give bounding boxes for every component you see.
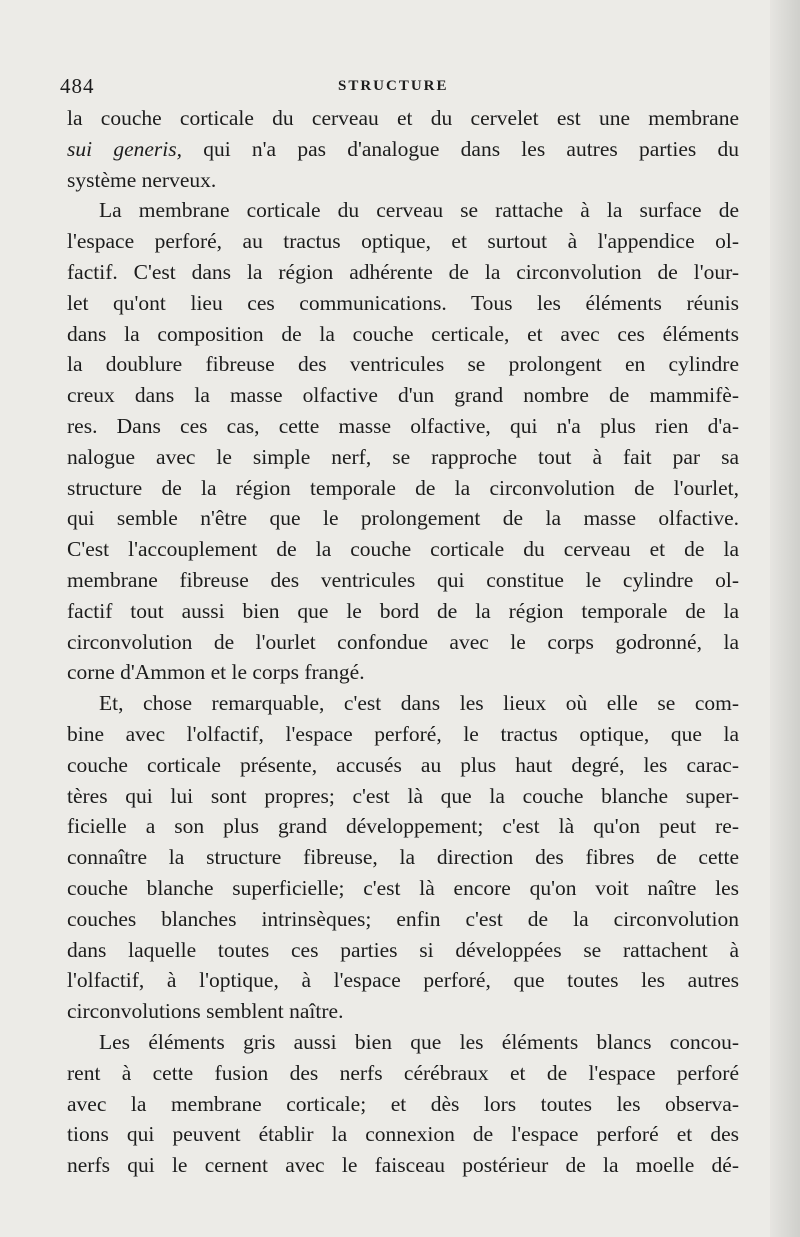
- text-line: factif tout aussi bien que le bord de la région temporale de la: [67, 598, 739, 623]
- text-line: tères qui lui sont propres; c'est là que la couche blanche super-: [67, 783, 739, 808]
- text-line: la doublure fibreuse des ventricules se prolongent en cylindre: [67, 352, 739, 377]
- text-line: bine avec l'olfactif, l'espace perforé, le tractus optique, que la: [67, 721, 739, 746]
- text-line: circonvolutions semblent naître.: [67, 999, 344, 1024]
- text-line: membrane fibreuse des ventricules qui constitue le cylindre ol-: [67, 567, 739, 592]
- page-header: [60, 74, 740, 104]
- text-line: système nerveux.: [67, 167, 217, 192]
- text-line: corne d'Ammon et le corps frangé.: [67, 660, 365, 685]
- text-line: couche corticale présente, accusés au plus haut degré, les carac-: [67, 752, 739, 777]
- text-line: let qu'ont lieu ces communications. Tous les éléments réunis: [67, 290, 739, 315]
- text-line: l'espace perforé, au tractus optique, et surtout à l'appendice ol-: [67, 229, 739, 254]
- text-line: structure de la région temporale de la circonvolution de l'ourlet,: [67, 475, 739, 500]
- running-head: STRUCTURE: [338, 78, 449, 94]
- text-line: rent à cette fusion des nerfs cérébraux et de l'espace perforé: [67, 1060, 739, 1085]
- text-line: couches blanches intrinsèques; enfin c'est de la circonvolution: [67, 906, 739, 931]
- text-line: l'olfactif, à l'optique, à l'espace perforé, que toutes les autres: [67, 968, 739, 993]
- text-line: C'est l'accouplement de la couche corticale du cerveau et de la: [67, 537, 739, 562]
- text-line: [67, 134, 739, 165]
- text-line: nerfs qui le cernent avec le faisceau postérieur de la moelle dé-: [67, 1153, 739, 1178]
- text-line: avec la membrane corticale; et dès lors toutes les observa-: [67, 1091, 739, 1116]
- text-line: res. Dans ces cas, cette masse olfactive, qui n'a plus rien d'a-: [67, 413, 739, 438]
- text-line: creux dans la masse olfactive d'un grand nombre de mammifè-: [67, 383, 739, 408]
- body-text: [67, 103, 739, 1181]
- paragraph-first-line: Les éléments gris aussi bien que les éléments blancs concou-: [99, 1029, 739, 1054]
- paragraph-first-line: La membrane corticale du cerveau se rattache à la surface de: [99, 198, 739, 223]
- text-line: dans laquelle toutes ces parties si développées se rattachent à: [67, 937, 739, 962]
- page-number: 484: [60, 74, 95, 98]
- italic-phrase: sui generis,: [67, 136, 182, 161]
- text-line: nalogue avec le simple nerf, se rapproche tout à fait par sa: [67, 444, 739, 469]
- text-line: factif. C'est dans la région adhérente de la circonvolution de l'our-: [67, 259, 739, 284]
- paragraph-first-line: Et, chose remarquable, c'est dans les lieux où elle se com-: [99, 691, 739, 716]
- text-line: dans la composition de la couche certicale, et avec ces éléments: [67, 321, 739, 346]
- text-line: couche blanche superficielle; c'est là encore qu'on voit naître les: [67, 875, 739, 900]
- text-line: ficielle a son plus grand développement; c'est là qu'on peut re-: [67, 814, 739, 839]
- text-line: connaître la structure fibreuse, la direction des fibres de cette: [67, 845, 739, 870]
- text-line: la couche corticale du cerveau et du cervelet est une membrane: [67, 106, 739, 130]
- page-binding-edge: [770, 0, 800, 1237]
- text-line: tions qui peuvent établir la connexion de l'espace perforé et des: [67, 1122, 739, 1147]
- text-line: qui semble n'être que le prolongement de la masse olfactive.: [67, 506, 739, 531]
- text-fragment: qui n'a pas d'analogue dans les autres parties du: [203, 136, 739, 161]
- text-line: circonvolution de l'ourlet confondue avec le corps godronné, la: [67, 629, 739, 654]
